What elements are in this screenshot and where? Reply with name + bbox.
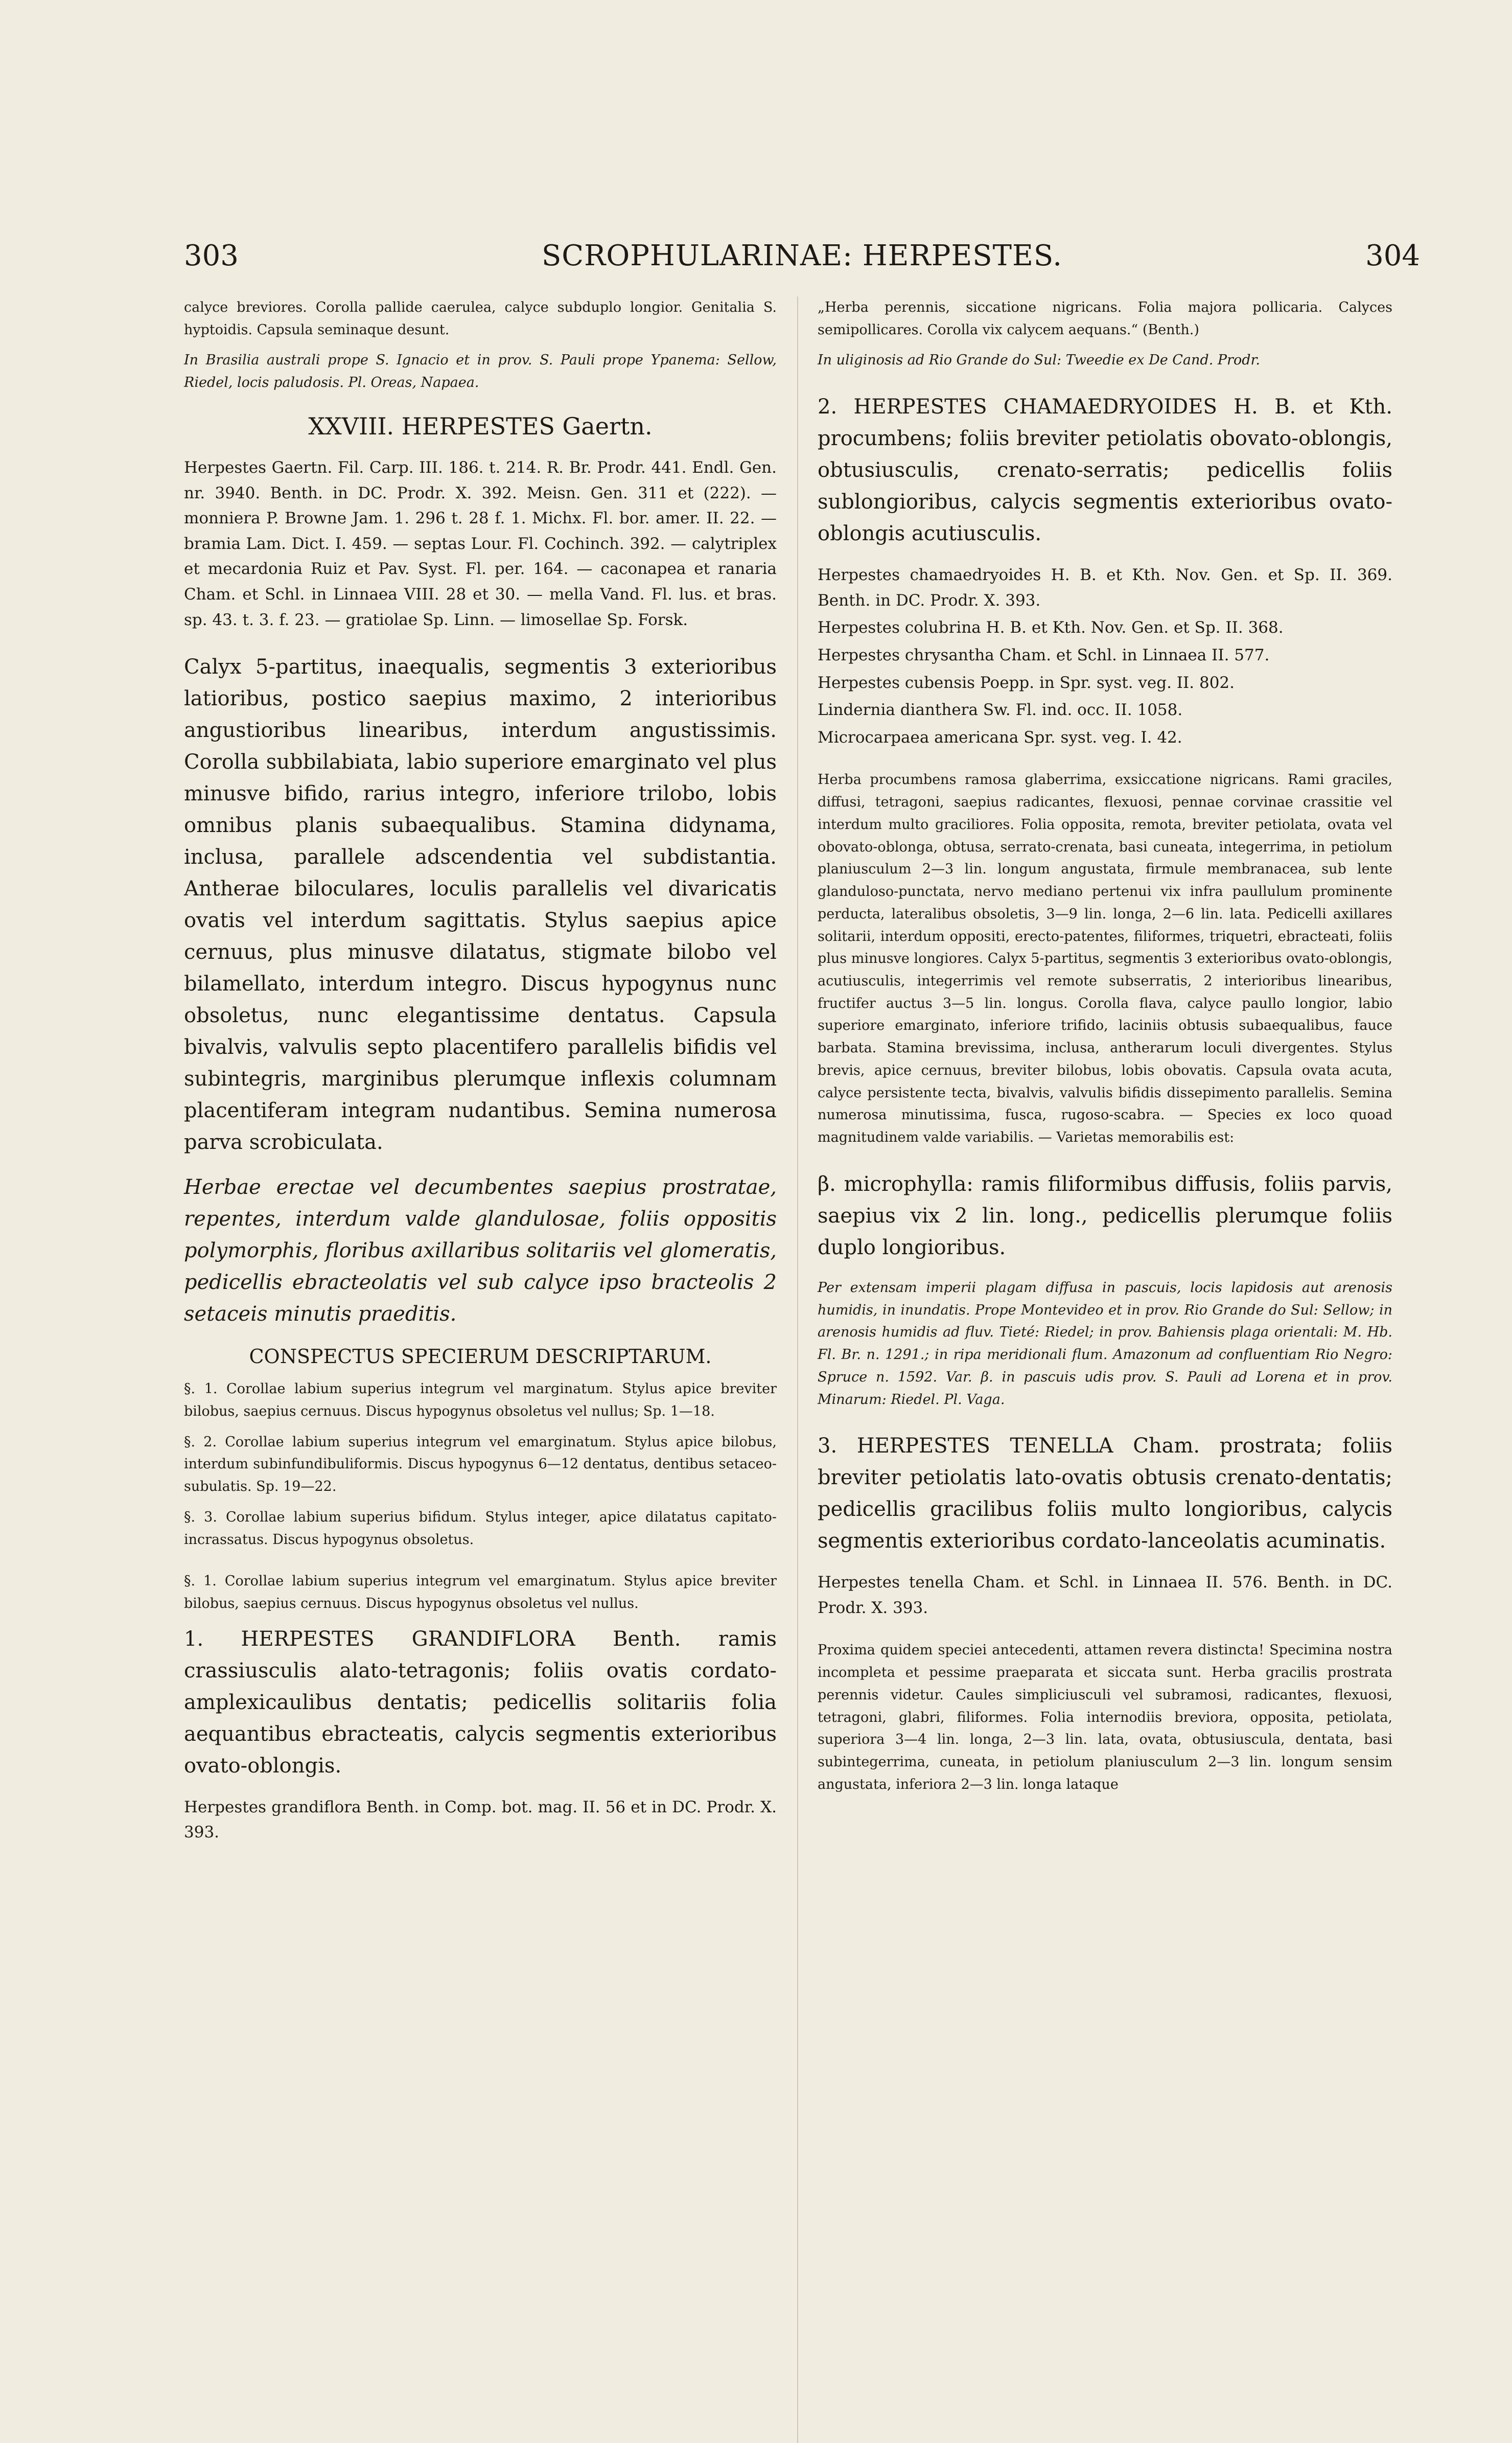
- variety-beta: β. microphylla: ramis filiformibus diffusis, foliis parvis, saepius vix 2 lin. long., pedicellis plerumque foliis duplo longioribus.: [818, 1172, 1392, 1259]
- synonym-5: Lindernia dianthera Sw. Fl. ind. occ. II. 1058.: [818, 701, 1183, 720]
- genus-synonymy: Herpestes Gaertn. Fil. Carp. III. 186. t. 214. R. Br. Prodr. 441. Endl. Gen. nr. 3940. Benth. in DC. Prodr. X. 392. Meisn. Gen. 311 et (222). — monniera P. Browne Jam. 1. 296 t. 28 f. 1. Michx. Fl. bor. amer. II. 22. — bramia Lam. Dict. I. 459. — septas Lour. Fl. Cochinch. 392. — calytriplex et mecardonia Ruiz et Pav. Syst. Fl. per. 164. — caconapea et ranaria Cham. et Schl. in Linnaea VIII. 28 et 30. — mella Vand. Fl. lus. et bras. sp. 43. t. 3. f. 23. — gratiolae Sp. Linn. — limosellae Sp. Forsk.: [184, 458, 777, 629]
- species-3-diagnosis: 3. HERPESTES TENELLA Cham. prostrata; foliis breviter petiolatis lato-ovatis obtusis crenato-dentatis; pedicellis gracilibus foliis multo longioribus, calycis segmentis exterioribus cordato-lanceolatis acuminatis.: [818, 1434, 1392, 1553]
- quote-bentham: „Herba perennis, siccatione nigricans. Folia majora pollicaria. Calyces semipollicares. Corolla vix calycem aequans.“ (Benth.): [818, 299, 1392, 338]
- section-2-key: §. 2. Corollae labium superius integrum vel emarginatum. Stylus apice bilobus, interdum subinfundibuliformis. Discus hypogynus 6—12 dentatus, dentibus setaceo-subulatis. Sp. 19—22.: [184, 1434, 777, 1495]
- synonym-6: Microcarpaea americana Spr. syst. veg. I. 42.: [818, 728, 1182, 747]
- section-1-heading: §. 1. Corollae labium superius integrum vel emarginatum. Stylus apice breviter bilobus, saepius cernuus. Discus hypogynus obsoletus vel nullus.: [184, 1573, 777, 1611]
- synonym-3: Herpestes chrysantha Cham. et Schl. in Linnaea II. 577.: [818, 646, 1270, 664]
- species-3-description: Proxima quidem speciei antecedenti, attamen revera distincta! Specimina nostra incompleta et pessime praeparata et siccata sunt. Herba gracilis prostrata perennis videtur. Caules simpliciusculi vel subramosi, radicantes, flexuosi, tetragoni, glabri, filiformes. Folia internodiis breviora, opposita, petiolata, superiora 3—4 lin. longa, 2—3 lin. lata, ovata, obtusiuscula, dentata, basi subintegerrima, cuneata, in petiolum planiusculum 2—3 lin. longum sensim angustata, inferiora 2—3 lin. longa lataque: [818, 1642, 1392, 1792]
- synonym-2: Herpestes colubrina H. B. et Kth. Nov. Gen. et Sp. II. 368.: [818, 618, 1284, 637]
- species-2-diagnosis: 2. HERPESTES CHAMAEDRYOIDES H. B. et Kth. procumbens; foliis breviter petiolatis obovato-oblongis, obtusiusculis, crenato-serratis; pedicellis foliis sublongioribus, calycis segmentis exterioribus ovato-oblongis acutiusculis.: [818, 395, 1392, 546]
- right-column: [818, 296, 1392, 1804]
- running-header: [184, 239, 1420, 280]
- species-1-reference: Herpestes grandiflora Benth. in Comp. bot. mag. II. 56 et in DC. Prodr. X. 393.: [184, 1797, 777, 1842]
- section-1-key: §. 1. Corollae labium superius integrum vel marginatum. Stylus apice breviter bilobus, saepius cernuus. Discus hypogynus obsoletus vel nullus; Sp. 1—18.: [184, 1381, 777, 1419]
- species-1-diagnosis: 1. HERPESTES GRANDIFLORA Benth. ramis crassiusculis alato-tetragonis; foliis ovatis cordato-amplexicaulibus dentatis; pedicellis solitariis folia aequantibus ebracteatis, calycis segmentis exterioribus ovato-oblongis.: [184, 1627, 777, 1778]
- species-3-reference: Herpestes tenella Cham. et Schl. in Linnaea II. 576. Benth. in DC. Prodr. X. 393.: [818, 1573, 1392, 1617]
- page-number-right: 304: [1365, 239, 1420, 272]
- page-number-left: 303: [184, 239, 239, 272]
- habit-description: Herbae erectae vel decumbentes saepius prostratae, repentes, interdum valde glandulosae, foliis oppositis polymorphis, floribus axillaribus solitariis vel glomeratis, pedicellis ebracteolatis vel sub calyce ipso bracteolis 2 setaceis minutis praeditis.: [184, 1176, 777, 1326]
- column-divider: [797, 296, 798, 2443]
- paragraph-continuation: calyce breviores. Corolla pallide caerulea, calyce subduplo longior. Genitalia S. hyptoidis. Capsula seminaque desunt.: [184, 299, 777, 338]
- genus-heading: XXVIII. HERPESTES Gaertn.: [308, 412, 653, 440]
- locality-species-1: In uliginosis ad Rio Grande do Sul: Tweedie ex De Cand. Prodr.: [818, 352, 1261, 368]
- conspectus-heading: CONSPECTUS SPECIERUM DESCRIPTARUM.: [249, 1345, 712, 1368]
- species-2-localities: Per extensam imperii plagam diffusa in pascuis, locis lapidosis aut arenosis humidis, in inundatis. Prope Montevideo et in prov. Rio Grande do Sul: Sellow; in arenosis humidis ad fluv. Tieté: Riedel; in prov. Bahiensis plaga orientali: M. Hb. Fl. Br. n. 1291.; in ripa meridionali flum. Amazonum ad confluentiam Rio Negro: Spruce n. 1592. Var. β. in pascuis udis prov. S. Pauli ad Lorena et in prov. Minarum: Riedel. Pl. Vaga.: [818, 1279, 1392, 1408]
- genus-description: Calyx 5-partitus, inaequalis, segmentis 3 exterioribus latioribus, postico saepius maximo, 2 interioribus angustioribus linearibus, interdum angustissimis. Corolla subbilabiata, labio superiore emarginato vel plus minusve bifido, rarius integro, inferiore trilobo, lobis omnibus planis subaequalibus. Stamina didynama, inclusa, parallele adscendentia vel subdistantia. Antherae biloculares, loculis parallelis vel divaricatis ovatis vel interdum sagittatis. Stylus saepius apice cernuus, plus minusve dilatatus, stigmate bilobo vel bilamellato, interdum integro. Discus hypogynus nunc obsoletus, nunc elegantissime dentatus. Capsula bivalvis, valvulis septo placentifero parallelis bifidis vel subintegris, marginibus plerumque inflexis columnam placentiferam integram nudantibus. Semina numerosa parva scrobiculata.: [184, 655, 777, 1155]
- synonym-4: Herpestes cubensis Poepp. in Spr. syst. veg. II. 802.: [818, 673, 1235, 692]
- running-title: SCROPHULARINAE: HERPESTES.: [541, 239, 1063, 272]
- section-3-key: §. 3. Corollae labium superius bifidum. Stylus integer, apice dilatatus capitato-incrassatus. Discus hypogynus obsoletus.: [184, 1509, 777, 1548]
- species-2-description: Herba procumbens ramosa glaberrima, exsiccatione nigricans. Rami graciles, diffusi, tetragoni, saepius radicantes, flexuosi, pennae corvinae crassitie vel interdum multo graciliores. Folia opposita, remota, breviter petiolata, ovata vel obovato-oblonga, obtusa, serrato-crenata, basi cuneata, integerrima, in petiolum planiusculum 2—3 lin. longum angustata, firmule membranacea, sub lente glanduloso-punctata, nervo mediano pertenui vix infra paullulum prominente perducta, lateralibus obsoletis, 3—9 lin. longa, 2—6 lin. lata. Pedicelli axillares solitarii, interdum oppositi, erecto-patentes, filiformes, triquetri, ebracteati, foliis plus minusve longiores. Calyx 5-partitus, segmentis 3 exterioribus ovato-oblongis, acutiusculis, integerrimis vel remote subserratis, 2 interioribus linearibus, fructifer auctus 3—5 lin. longus. Corolla flava, calyce paullo longior, labio superiore emarginato, inferiore trifido, laciniis obtusis subaequalibus, fauce barbata. Stamina brevissima, inclusa, antherarum loculi divergentes. Stylus brevis, apice cernuus, breviter bilobus, lobis obovatis. Capsula ovata acuta, calyce persistente tecta, bivalvis, valvulis bifidis dissepimento parallelis. Semina numerosa minutissima, fusca, rugoso-scabra. — Species ex loco quoad magnitudinem valde variabilis. — Varietas memorabilis est:: [818, 772, 1392, 1146]
- left-column: [184, 296, 777, 1853]
- locality-note: In Brasilia australi prope S. Ignacio et in prov. S. Pauli prope Ypanema: Sellow, Riedel, locis paludosis. Pl. Oreas, Napaea.: [184, 352, 777, 391]
- synonym-1: Herpestes chamaedryoides H. B. et Kth. Nov. Gen. et Sp. II. 369. Benth. in DC. Prodr. X. 393.: [818, 566, 1392, 610]
